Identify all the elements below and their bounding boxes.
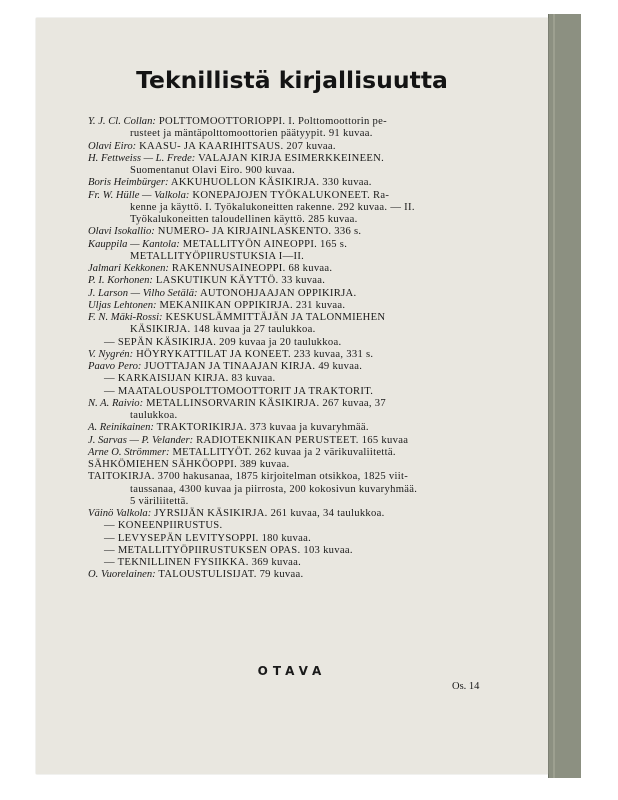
book-details: POLTTOMOOTTORIOPPI. I. Polttomoottorin pe- bbox=[155, 116, 387, 127]
book-entry bbox=[88, 190, 508, 202]
book-entry-continuation bbox=[88, 251, 508, 263]
book-entry-continuation bbox=[88, 533, 508, 545]
author-name: V. Nygrén: bbox=[88, 348, 134, 360]
book-details: SÄHKÖMIEHEN SÄHKÖOPPI. 389 kuvaa. bbox=[88, 459, 290, 470]
book-details: JUOTTAJAN JA TINAAJAN KIRJA. 49 kuvaa. bbox=[141, 361, 363, 372]
book-entry-continuation bbox=[88, 386, 508, 398]
book-entry bbox=[88, 569, 508, 581]
book-details: METALLITYÖN AINEOPPI. 165 s. bbox=[179, 238, 348, 250]
author-name: P. I. Korhonen: bbox=[88, 275, 153, 287]
author-name: H. Fettweiss — L. Frede: bbox=[88, 152, 196, 164]
book-entry-continuation bbox=[88, 484, 508, 496]
book-entry bbox=[88, 435, 508, 447]
book-details: METALLITYÖPIIRUSTUKSIA I—II. bbox=[130, 250, 305, 262]
author-name: Fr. W. Hülle — Valkola: bbox=[88, 189, 190, 201]
book-details: HÖYRYKATTILAT JA KONEET. 233 kuvaa, 331 s. bbox=[133, 348, 374, 360]
book-details: JYRSIJÄN KÄSIKIRJA. 261 kuvaa, 34 taulukkoa. bbox=[151, 508, 385, 519]
book-details: taulukkoa. bbox=[130, 410, 178, 421]
book-entry bbox=[88, 153, 508, 165]
book-entry bbox=[88, 300, 508, 312]
book-entry bbox=[88, 447, 508, 459]
book-entry bbox=[88, 422, 508, 434]
book-details: TALOUSTULISIJAT. 79 kuvaa. bbox=[155, 569, 304, 581]
book-details: — MAATALOUSPOLTTOMOOTTORIT JA TRAKTORIT. bbox=[104, 385, 374, 397]
book-entry-continuation bbox=[88, 557, 508, 569]
book-details: LASKUTIKUN KÄYTTÖ. 33 kuvaa. bbox=[152, 275, 326, 287]
book-entry bbox=[88, 398, 508, 410]
book-details: TRAKTORIKIRJA. 373 kuvaa ja kuvaryhmää. bbox=[153, 422, 369, 434]
author-name: O. Vuorelainen: bbox=[88, 569, 156, 581]
book-details: AKKUHUOLLON KÄSIKIRJA. 330 kuvaa. bbox=[168, 177, 372, 189]
book-entry bbox=[88, 349, 508, 361]
book-entry-continuation bbox=[88, 337, 508, 349]
book-entry bbox=[88, 239, 508, 251]
book-entry bbox=[88, 508, 508, 520]
author-name: Boris Heimbürger: bbox=[88, 177, 169, 189]
book-details: Suomentanut Olavi Eiro. 900 kuvaa. bbox=[130, 165, 295, 176]
book-details: — KARKAISIJAN KIRJA. 83 kuvaa. bbox=[104, 373, 276, 385]
book-entry bbox=[88, 288, 508, 300]
book-entry bbox=[88, 471, 508, 483]
book-entry bbox=[88, 263, 508, 275]
book-entry bbox=[88, 116, 508, 128]
book-entry-continuation bbox=[88, 128, 508, 140]
book-entry bbox=[88, 361, 508, 373]
book-details: METALLITYÖT. 262 kuvaa ja 2 värikuvaliitettä. bbox=[169, 446, 396, 458]
book-details: — METALLITYÖPIIRUSTUKSEN OPAS. 103 kuvaa. bbox=[104, 544, 353, 556]
book-details: KAASU- JA KAARIHITSAUS. 207 kuvaa. bbox=[136, 140, 336, 152]
book-entry bbox=[88, 312, 508, 324]
book-entry bbox=[88, 275, 508, 287]
book-details: METALLINSORVARIN KÄSIKIRJA. 267 kuvaa, 37 bbox=[143, 397, 387, 409]
book-entry bbox=[88, 177, 508, 189]
author-name: Uljas Lehtonen: bbox=[88, 299, 157, 311]
book-details: 5 väriliitettä. bbox=[130, 495, 189, 507]
book-details: Työkalukoneitten taloudellinen käyttö. 285 kuvaa. bbox=[130, 214, 358, 225]
book-entry-continuation bbox=[88, 165, 508, 177]
book-entry-continuation bbox=[88, 373, 508, 385]
author-name: J. Larson — Vilho Setälä: bbox=[88, 287, 198, 299]
book-details: VALAJAN KIRJA ESIMERKKEINEEN. bbox=[195, 152, 385, 164]
book-details: TAITOKIRJA. 3700 hakusanaa, 1875 kirjoitelman otsikkoa, 1825 viit- bbox=[88, 471, 409, 483]
book-details: kenne ja käyttö. I. Työkalukoneitten rakenne. 292 kuvaa. — II. bbox=[130, 201, 415, 213]
book-details: KESKUSLÄMMITTÄJÄN JA TALONMIEHEN bbox=[162, 312, 386, 323]
author-name: Jalmari Kekkonen: bbox=[88, 263, 169, 274]
book-details: rusteet ja mäntäpolttomoottorien päätyypit. 91 kuvaa. bbox=[130, 128, 373, 140]
author-name: Olavi Isokallio: bbox=[88, 226, 155, 238]
book-spine bbox=[548, 14, 581, 778]
book-entry-continuation bbox=[88, 496, 508, 508]
book-details: NUMERO- JA KIRJAINLASKENTO. 336 s. bbox=[154, 226, 362, 238]
book-details: RADIOTEKNIIKAN PERUSTEET. 165 kuvaa bbox=[193, 434, 409, 446]
author-name: A. Reinikainen: bbox=[88, 422, 154, 434]
author-name: Arne O. Strömmer: bbox=[88, 446, 170, 458]
author-name: Kauppila — Kantola: bbox=[88, 238, 180, 250]
book-details: KONEPAJOJEN TYÖKALUKONEET. Ra- bbox=[189, 189, 390, 201]
author-name: Väinö Valkola: bbox=[88, 508, 152, 519]
book-entry-continuation bbox=[88, 214, 508, 226]
book-entry bbox=[88, 226, 508, 238]
book-entry-continuation bbox=[88, 324, 508, 336]
book-details: MEKANIIKAN OPPIKIRJA. 231 kuvaa. bbox=[156, 299, 346, 311]
book-list bbox=[88, 116, 508, 582]
author-name: Y. J. Cl. Collan: bbox=[88, 116, 156, 127]
book-entry-continuation bbox=[88, 545, 508, 557]
book-details: — LEVYSEPÄN LEVITYSOPPI. 180 kuvaa. bbox=[104, 532, 312, 544]
book-entry bbox=[88, 459, 508, 471]
book-details: KÄSIKIRJA. 148 kuvaa ja 27 taulukkoa. bbox=[130, 324, 316, 336]
author-name: Paavo Pero: bbox=[88, 361, 142, 372]
book-entry bbox=[88, 141, 508, 153]
book-details: — SEPÄN KÄSIKIRJA. 209 kuvaa ja 20 taulukkoa. bbox=[104, 336, 342, 348]
author-name: J. Sarvas — P. Velander: bbox=[88, 434, 194, 446]
edition-code: Os. 14 bbox=[452, 681, 480, 692]
book-details: RAKENNUSAINEOPPI. 68 kuvaa. bbox=[168, 263, 333, 274]
book-details: taussanaa, 4300 kuvaa ja piirrosta, 200 kokosivun kuvaryhmää. bbox=[130, 483, 418, 495]
book-entry-continuation bbox=[88, 202, 508, 214]
book-entry-continuation bbox=[88, 520, 508, 532]
book-details: — TEKNILLINEN FYSIIKKA. 369 kuvaa. bbox=[104, 557, 302, 568]
book-entry-continuation bbox=[88, 410, 508, 422]
book-details: AUTONOHJAAJAN OPPIKIRJA. bbox=[197, 287, 357, 299]
author-name: N. A. Raivio: bbox=[88, 397, 144, 409]
page-title: Teknillistä kirjallisuutta bbox=[136, 66, 448, 94]
book-details: — KONEENPIIRUSTUS. bbox=[104, 520, 223, 532]
author-name: F. N. Mäki-Rossi: bbox=[88, 312, 163, 323]
publisher-name: OTAVA bbox=[257, 664, 327, 678]
author-name: Olavi Eiro: bbox=[88, 140, 137, 152]
